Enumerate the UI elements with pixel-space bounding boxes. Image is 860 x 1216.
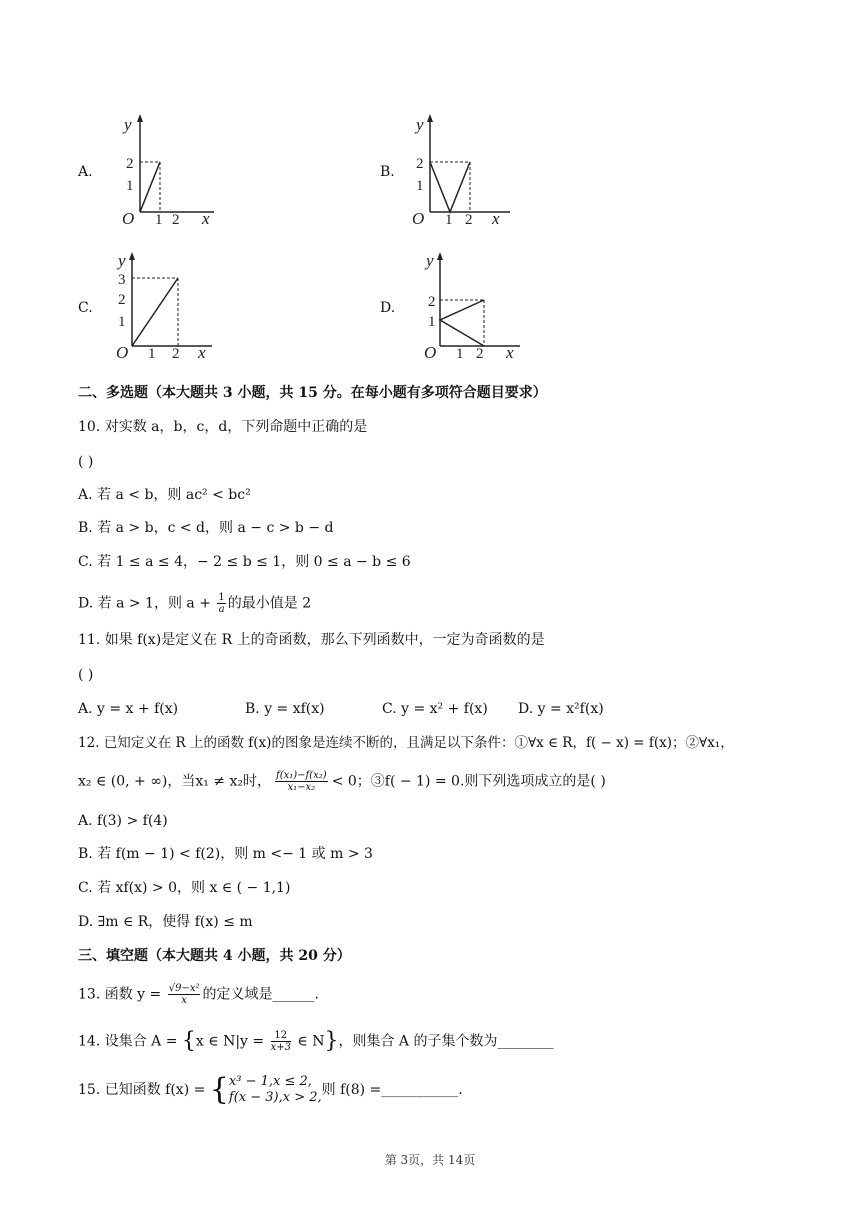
option-c-label: C. [78, 300, 93, 316]
graph-d [420, 250, 530, 366]
svg-text:O: O [116, 343, 129, 362]
q13-denominator: x [181, 995, 187, 1006]
q12-denominator: x₁−x₂ [287, 782, 316, 793]
q14: 14. 设集合 A = {x ∈ N|y = $\frac{12}{x+3}$ ∈ N}，则集合 A 的子集个数为________ [78, 1028, 554, 1054]
svg-text:1: 1 [456, 346, 464, 362]
q12-numerator: f(x₁)−f(x₂) [276, 770, 327, 781]
graph-b [410, 112, 520, 228]
graph-c [112, 250, 222, 366]
q14-set-pre: x ∈ N|y = [195, 1033, 269, 1050]
option-d-label: D. [380, 300, 396, 316]
q15-case2: f(x − 3),x > 2, [228, 1090, 322, 1105]
option-b-label: B. [380, 164, 395, 180]
section-2-heading: 二、多选题（本大题共 3 小题，共 15 分。在每小题有多项符合题目要求） [78, 385, 547, 401]
svg-text:x: x [506, 343, 514, 362]
option-a-label: A. [78, 164, 93, 180]
svg-text:y: y [426, 251, 434, 270]
svg-text:2: 2 [476, 346, 484, 362]
q14-set-post: ∈ N [292, 1033, 325, 1050]
svg-text:1: 1 [445, 212, 453, 228]
q15: 15. 已知函数 f(x) = { x³ − 1,x ≤ 2, f(x − 3),x > 2, 则 f(8) =___________. [78, 1072, 463, 1107]
svg-text:2: 2 [118, 292, 126, 308]
q14-denominator: x+3 [270, 1042, 291, 1053]
q15-case1: x³ − 1,x ≤ 2, [228, 1074, 312, 1089]
q12-fraction [275, 770, 328, 793]
graph-a [110, 112, 220, 228]
q12-line1: 12. 已知定义在 R 上的函数 f(x)的图象是连续不断的，且满足以下条件：①∀x ∈ R，f( − x) = f(x)；②∀x₁， [78, 735, 734, 751]
q12-option-d: D. ∃m ∈ R，使得 f(x) ≤ m [78, 914, 253, 930]
x-axis-label: x [202, 209, 210, 228]
svg-text:2: 2 [172, 346, 180, 362]
svg-text:1: 1 [416, 178, 424, 194]
q13-pre: 13. 函数 y = [78, 986, 166, 1003]
q15-cases [229, 1074, 322, 1106]
q11-paren: ( ) [78, 667, 94, 683]
svg-text:1: 1 [428, 314, 436, 330]
q11-option-b: B. y = xf(x) [245, 701, 325, 717]
q15-pre: 15. 已知函数 f(x) = [78, 1082, 210, 1098]
svg-text:x: x [492, 209, 500, 228]
q11-option-c: C. y = x² + f(x) [382, 701, 488, 717]
q11-stem: 11. 如果 f(x)是定义在 R 上的奇函数，那么下列函数中，一定为奇函数的是 [78, 632, 545, 648]
q15-post: 则 f(8) =___________. [321, 1082, 463, 1098]
q12-option-a: A. f(3) > f(4) [78, 813, 168, 829]
q12-line2-pre: x₂ ∈ (0, + ∞)，当x₁ ≠ x₂时， [78, 773, 271, 790]
q10-d-numerator: 1 [218, 592, 225, 603]
q10-option-d [78, 592, 311, 615]
svg-text:O: O [412, 209, 425, 228]
q10-paren: ( ) [78, 454, 94, 470]
svg-text:1: 1 [126, 178, 134, 194]
q12-option-b: B. 若 f(m − 1) < f(2)，则 m <− 1 或 m > 3 [78, 846, 373, 862]
svg-text:1: 1 [155, 212, 163, 228]
q13-numerator: √9−x² [168, 983, 200, 994]
svg-text:2: 2 [126, 156, 134, 172]
svg-text:2: 2 [465, 212, 473, 228]
q11-option-a: A. y = x + f(x) [78, 701, 179, 717]
q14-post: ，则集合 A 的子集个数为________ [338, 1033, 554, 1050]
q10-d-denominator: a [218, 604, 225, 615]
q12-line2 [78, 770, 606, 793]
svg-text:y: y [118, 251, 126, 270]
svg-text:O: O [424, 343, 437, 362]
svg-text:1: 1 [118, 314, 126, 330]
q13 [78, 983, 319, 1006]
q11-option-d: D. y = x²f(x) [518, 701, 604, 717]
section-3-heading: 三、填空题（本大题共 4 小题，共 20 分） [78, 948, 351, 964]
q10-option-c: C. 若 1 ≤ a ≤ 4，− 2 ≤ b ≤ 1，则 0 ≤ a − b ≤ 6 [78, 554, 411, 570]
q10-d-post: 的最小值是 2 [227, 595, 312, 612]
q13-post: 的定义域是______. [202, 986, 319, 1003]
q10-d-pre: D. 若 a > 1，则 a + [78, 595, 216, 612]
q10-d-fraction [217, 592, 225, 615]
svg-text:1: 1 [148, 346, 156, 362]
origin-label: O [122, 209, 135, 228]
q12-line2-post: < 0；③f( − 1) = 0.则下列选项成立的是( ) [331, 773, 606, 790]
y-axis-label: y [124, 115, 132, 134]
svg-text:2: 2 [172, 212, 180, 228]
page-footer: 第 3页，共 14页 [384, 1153, 476, 1167]
svg-text:3: 3 [118, 272, 126, 288]
svg-text:2: 2 [416, 156, 424, 172]
q14-fraction [271, 1030, 291, 1053]
svg-text:x: x [198, 343, 206, 362]
q13-fraction [168, 983, 201, 1006]
q14-pre: 14. 设集合 A = [78, 1033, 182, 1050]
svg-text:2: 2 [428, 294, 436, 310]
svg-text:y: y [416, 115, 424, 134]
q10-option-b: B. 若 a > b，c < d，则 a − c > b − d [78, 520, 334, 536]
q14-numerator: 12 [271, 1030, 291, 1042]
q10-stem: 10. 对实数 a，b，c，d，下列命题中正确的是 [78, 419, 368, 435]
q10-option-a: A. 若 a < b，则 ac² < bc² [78, 487, 251, 503]
q12-option-c: C. 若 xf(x) > 0，则 x ∈ ( − 1,1) [78, 880, 291, 896]
